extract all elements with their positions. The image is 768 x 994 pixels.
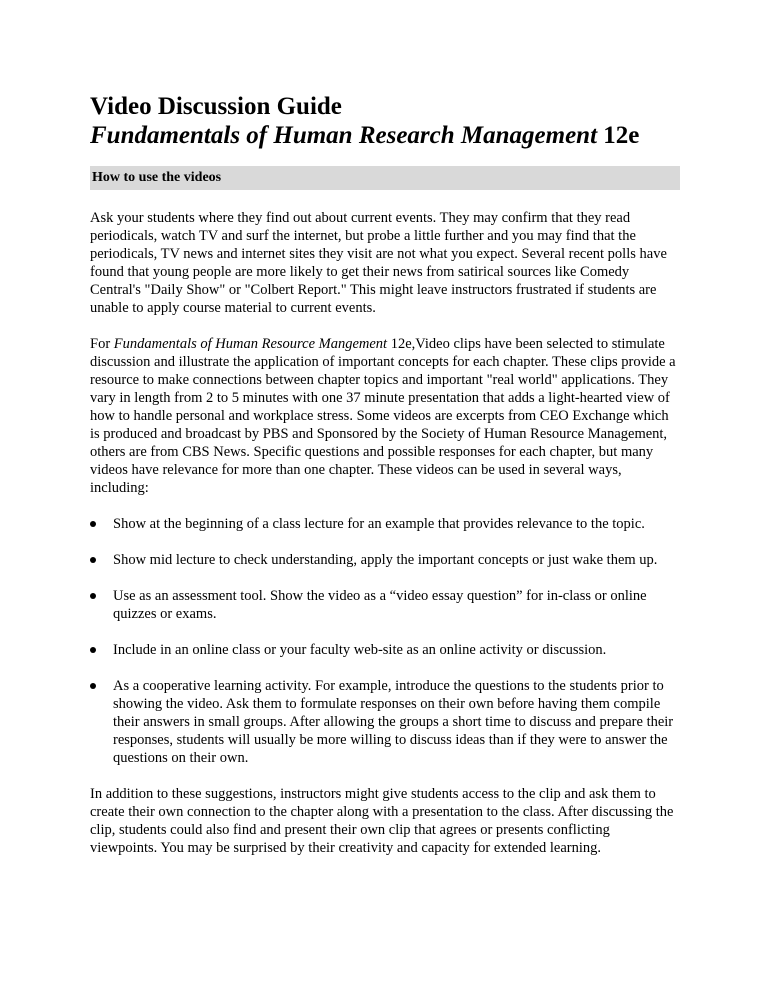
document-page — [90, 92, 680, 857]
bullet-icon — [90, 593, 96, 599]
list-item-text: Show mid lecture to check understanding, apply the important concepts or just wake them up. — [113, 552, 658, 568]
list-item — [90, 677, 680, 767]
edition-label: 12e — [597, 122, 640, 149]
bullet-icon — [90, 521, 96, 527]
list-item — [90, 551, 680, 569]
usage-list — [90, 515, 680, 767]
list-item-text: Use as an assessment tool. Show the video as a “video essay question” for in-class or online quizzes or exams. — [113, 588, 647, 622]
intro-paragraph: Ask your students where they find out about current events. They may confirm that they read periodicals, watch TV and surf the internet, but probe a little further and you may find that the periodicals, TV news and internet sites they visit are not what you expect. Several recent polls have found that young people are more likely to get their news from satirical sources like Comedy Central's "Daily Show" or "Colbert Report." This might leave instructors frustrated if students are unable to apply course material to current events. — [90, 210, 667, 316]
list-item — [90, 515, 680, 533]
paragraph-prefix: For — [90, 336, 114, 352]
list-item-text: Include in an online class or your faculty web-site as an online activity or discussion. — [113, 642, 607, 658]
bullet-icon — [90, 557, 96, 563]
book-title-line — [90, 121, 680, 150]
book-title: Fundamentals of Human Research Management — [90, 122, 598, 149]
bullet-icon — [90, 647, 96, 653]
bullet-icon — [90, 683, 96, 689]
list-item — [90, 641, 680, 659]
book-title-inline: Fundamentals of Human Resource Mangement — [113, 336, 388, 352]
list-item-text: As a cooperative learning activity. For example, introduce the questions to the students prior to showing the video. Ask them to formulate responses on their own before having them compile their answers in small groups. After allowing the groups a short time to discuss and prepare their responses, students will usually be more willing to discuss ideas than if they were to answer the questions on their own. — [113, 678, 674, 766]
closing-paragraph: In addition to these suggestions, instructors might give students access to the clip and ask them to create their own connection to the chapter along with a presentation to the class. After discussing the clip, students could also find and present their own clip that agrees or presents conflicting viewpoints. You may be surprised by their creativity and capacity for extended learning. — [90, 786, 674, 856]
paragraph-body: 12e,Video clips have been selected to stimulate discussion and illustrate the application of important concepts for each chapter. These clips provide a resource to make connections between chapter topics and important "real world" applications. They vary in length from 2 to 5 minutes with one 37 minute presentation that adds a light-hearted view of how to handle personal and workplace stress. Some videos are excerpts from CEO Exchange which is produced and broadcast by PBS and Sponsored by the Society of Human Resource Management, others are from CBS News. Specific questions and possible responses for each chapter, but many videos have relevance for more than one chapter. These videos can be used in several ways, including: — [90, 336, 676, 496]
list-item — [90, 587, 680, 623]
page-title: Video Discussion Guide — [90, 93, 342, 120]
list-item-text: Show at the beginning of a class lecture for an example that provides relevance to the topic. — [113, 516, 645, 532]
section-heading: How to use the videos — [90, 166, 680, 190]
video-clips-paragraph — [90, 335, 680, 497]
